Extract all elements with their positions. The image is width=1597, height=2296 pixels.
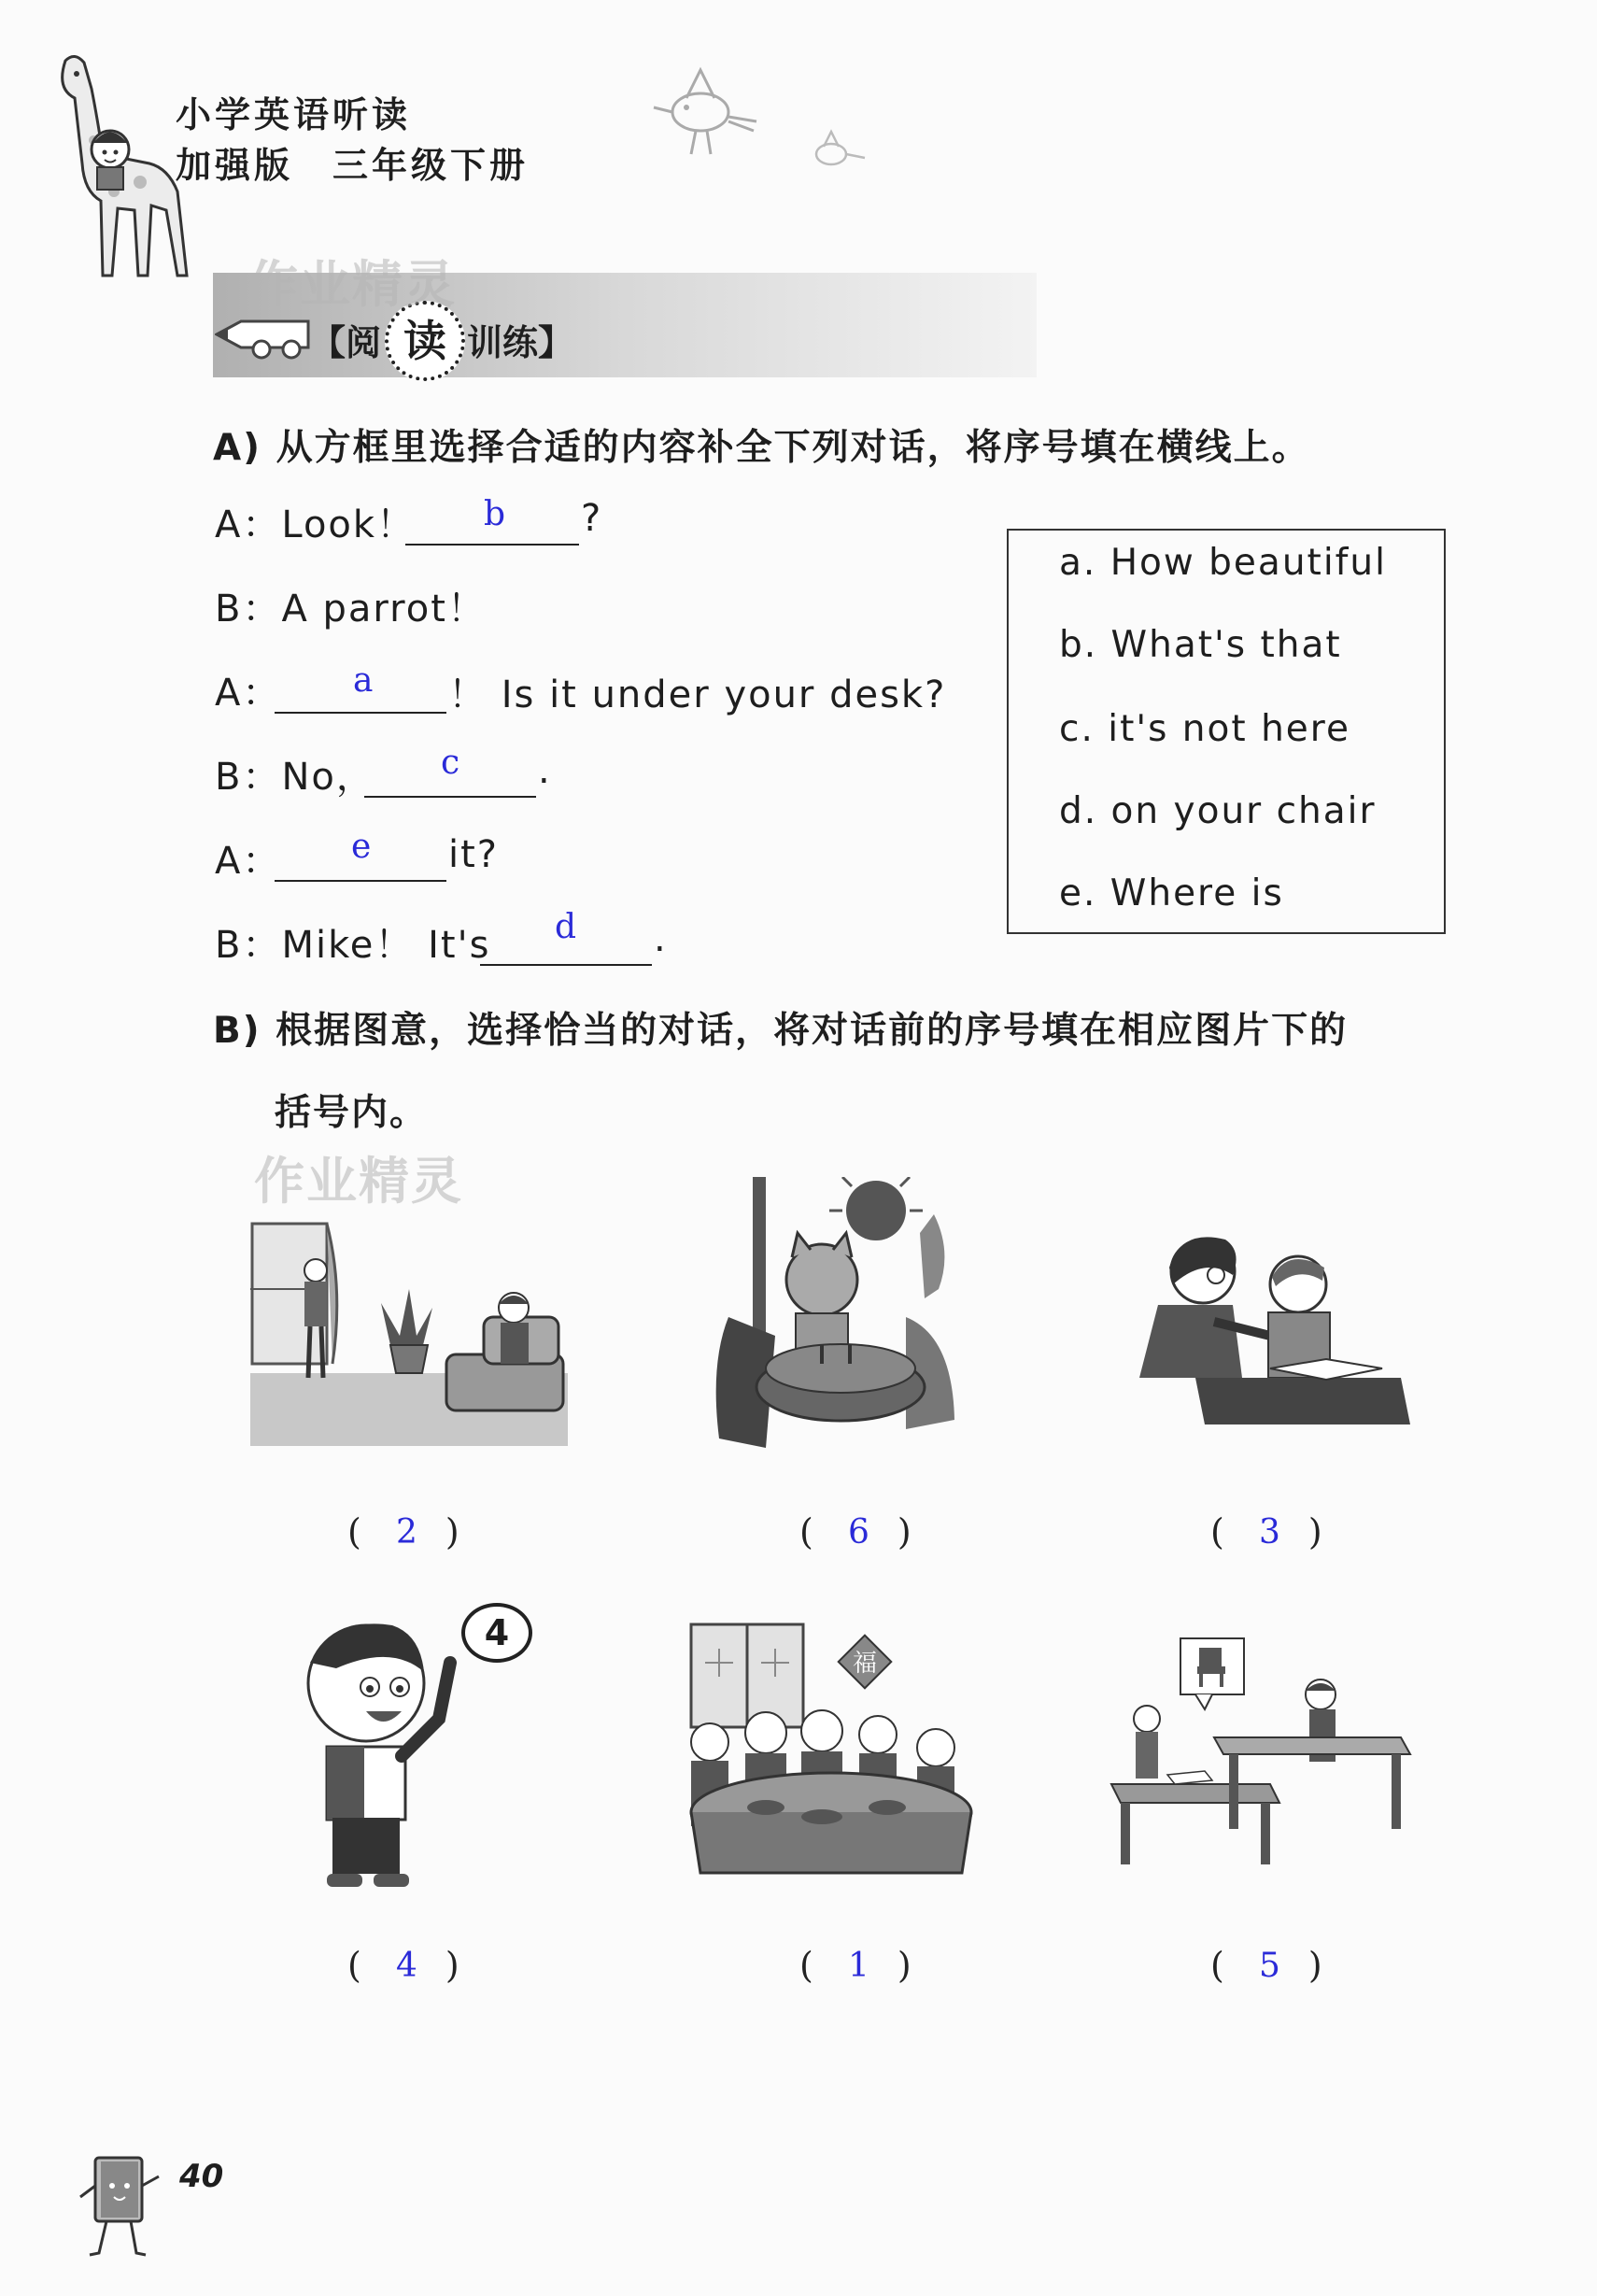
line3-post: ！ Is it under your desk? bbox=[448, 673, 947, 716]
line1-pre: A：Look！ bbox=[215, 503, 417, 546]
answer-5: e bbox=[351, 828, 372, 866]
picture-answer-2: 6 bbox=[848, 1513, 869, 1552]
paren-4[interactable]: ( ) bbox=[347, 1945, 459, 1986]
dialogue-line-1 bbox=[215, 495, 416, 548]
line5-post: it? bbox=[448, 833, 500, 876]
picture-family-dinner bbox=[682, 1621, 990, 1892]
line4-post: . bbox=[538, 749, 552, 792]
line6-pre: B：Mike！ It's bbox=[215, 924, 491, 967]
watermark-top: 作业精灵 bbox=[247, 255, 457, 314]
banner-circled-char: 读 bbox=[403, 316, 446, 366]
picture-answer-4: 4 bbox=[396, 1947, 417, 1985]
line4-pre: B：No， bbox=[215, 756, 375, 799]
option-a: a. How beautiful bbox=[1059, 542, 1387, 584]
book-title-line2: 加强版 三年级下册 bbox=[176, 145, 530, 186]
fu-character: 福 bbox=[852, 1650, 878, 1678]
paren-6[interactable]: ( ) bbox=[1210, 1945, 1322, 1986]
picture-teacher-student bbox=[1102, 1219, 1420, 1434]
watermark-mid: 作业精灵 bbox=[254, 1152, 463, 1211]
dialogue-line-2: B：A parrot！ bbox=[215, 588, 487, 631]
book-title-line1: 小学英语听读 bbox=[176, 94, 412, 135]
picture-classroom-chair bbox=[1102, 1635, 1420, 1868]
line6-post: . bbox=[654, 917, 668, 960]
answer-1: b bbox=[484, 495, 506, 533]
partA-instruction: A) 从方框里选择合适的内容补全下列对话，将序号填在横线上。 bbox=[213, 427, 1310, 469]
number-badge bbox=[461, 1603, 532, 1663]
giraffe-mascot-icon bbox=[37, 51, 196, 285]
picture-answer-1: 2 bbox=[396, 1513, 417, 1552]
answer-3: a bbox=[353, 661, 374, 700]
answer-4: c bbox=[441, 744, 460, 782]
picture-living-room bbox=[250, 1214, 568, 1446]
option-c: c. it's not here bbox=[1059, 708, 1350, 750]
line5-pre: A： bbox=[215, 840, 282, 883]
banner-left: 【阅 bbox=[310, 322, 382, 363]
line1-post: ? bbox=[581, 497, 603, 540]
picture-answer-6: 5 bbox=[1259, 1947, 1280, 1985]
option-b: b. What's that bbox=[1059, 624, 1342, 666]
picture-cat-birthday bbox=[710, 1177, 971, 1467]
badge-number: 4 bbox=[484, 1612, 510, 1653]
small-bird-doodle-icon bbox=[803, 126, 869, 182]
answer-6: d bbox=[555, 908, 577, 946]
bird-doodle-icon bbox=[649, 65, 761, 159]
picture-answer-3: 3 bbox=[1259, 1513, 1280, 1552]
paren-3[interactable]: ( ) bbox=[1210, 1511, 1322, 1552]
page-number: 40 bbox=[179, 2158, 224, 2195]
picture-boy-waving bbox=[280, 1607, 467, 1898]
picture-answer-5: 1 bbox=[848, 1947, 869, 1985]
paren-2[interactable]: ( ) bbox=[799, 1511, 912, 1552]
paren-5[interactable]: ( ) bbox=[799, 1945, 912, 1986]
partB-instruction-2: 括号内。 bbox=[275, 1092, 429, 1134]
banner-right: 训练】 bbox=[467, 322, 574, 363]
paren-1[interactable]: ( ) bbox=[347, 1511, 459, 1552]
option-d: d. on your chair bbox=[1059, 790, 1377, 832]
line3-pre: A： bbox=[215, 672, 282, 715]
option-e: e. Where is bbox=[1059, 872, 1284, 914]
partB-instruction-1: B) 根据图意，选择恰当的对话，将对话前的序号填在相应图片下的 bbox=[213, 1010, 1349, 1052]
book-character-icon bbox=[77, 2148, 170, 2261]
